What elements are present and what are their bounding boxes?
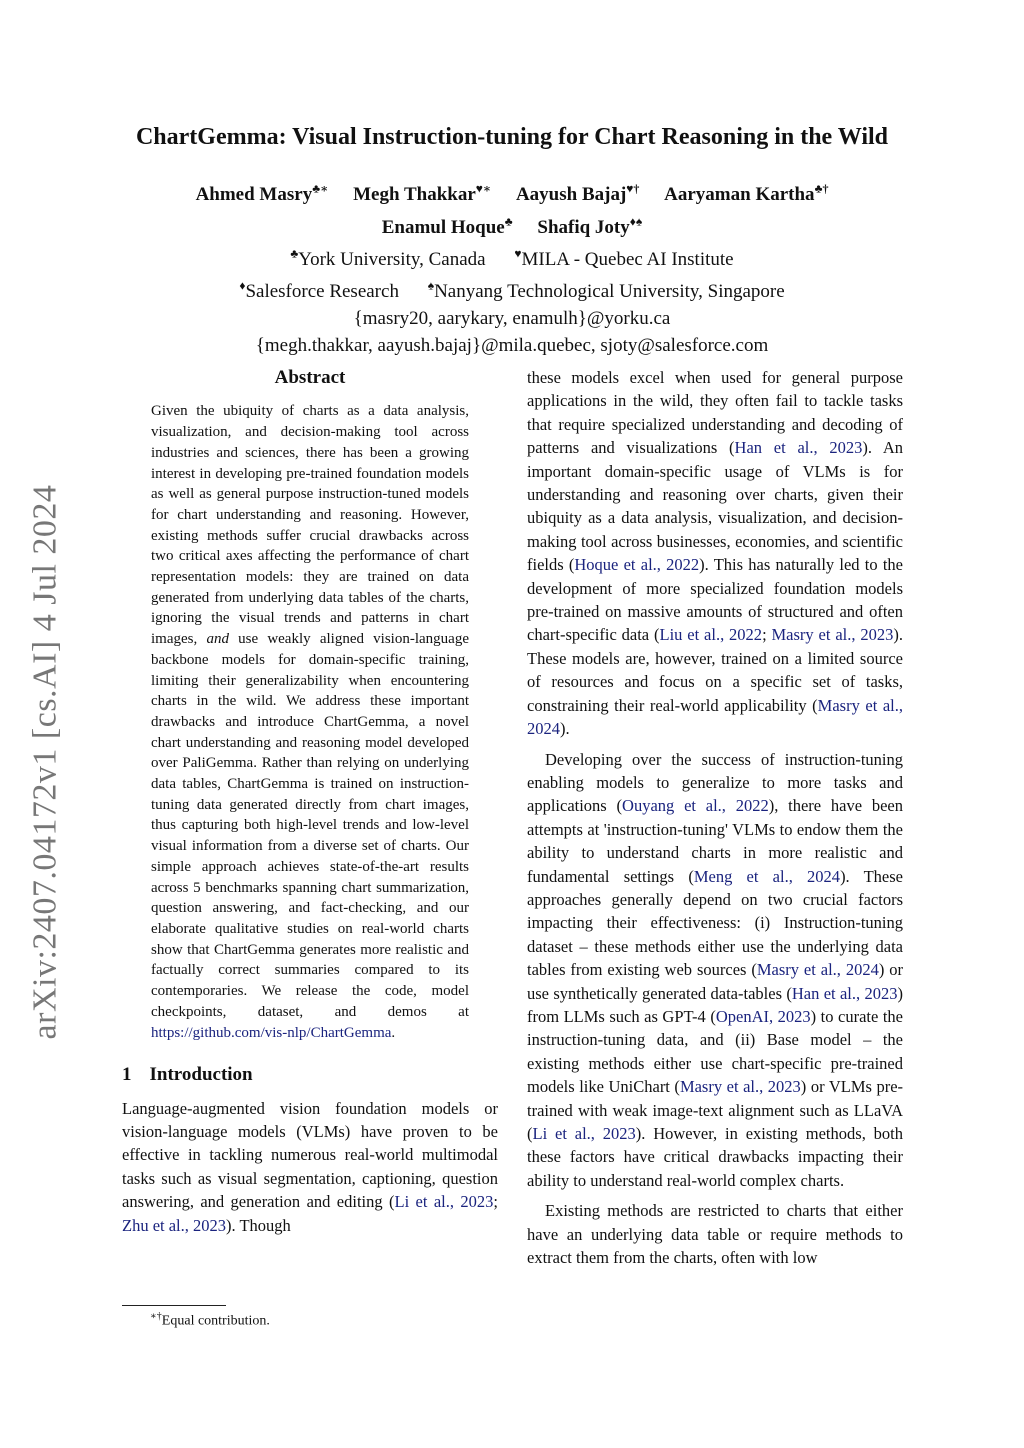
footnote: ∗†Equal contribution. — [150, 1311, 270, 1329]
section-heading-introduction: 1 Introduction — [122, 1064, 253, 1086]
left-column — [122, 366, 498, 1237]
code-link[interactable]: https://github.com/vis-nlp/ChartGemma — [151, 1024, 392, 1041]
author: Shafiq Joty♦♠ — [537, 214, 643, 238]
body-paragraph: these models excel when used for general purpose applications in the wild, they often fail to tackle tasks that require specialized understanding and decoding of patterns and visualizations (Han et al., 2023). An important domain-specific usage of VLMs is for understanding and reasoning over charts, given their ubiquity as a data analysis, visualization, and decision-making tool across businesses, economies, and scientific fields (Hoque et al., 2022). This has naturally led to the development of more specialized foundation models pre-trained on massive amounts of structured and often chart-specific data (Liu et al., 2022; Masry et al., 2023). These models are, however, trained on a limited source of resources and focus on a specific set of tasks, constraining their real-world applicability (Masry et al., 2024). — [527, 368, 903, 739]
affiliation: ♦Salesforce Research — [239, 278, 399, 303]
abstract-heading: Abstract — [274, 367, 346, 388]
affiliation-row-1 — [0, 241, 1024, 273]
paper-title: ChartGemma: Visual Instruction-tuning for Chart Reasoning in the Wild — [135, 124, 889, 150]
footnote-rule — [122, 1305, 226, 1306]
right-column — [527, 366, 903, 1269]
citation-link[interactable]: Zhu et al., 2023 — [122, 1215, 227, 1235]
arxiv-id-text: arXiv:2407.04172v1 [cs.AI] 4 Jul 2024 — [26, 484, 64, 1040]
citation-link[interactable]: Masry et al., 2024 — [756, 960, 879, 980]
affiliation-row-2 — [0, 273, 1024, 305]
email-line: {masry20, aarykary, enamulh}@yorku.ca — [353, 308, 671, 330]
citation-link[interactable]: Liu et al., 2022 — [659, 625, 763, 645]
body-paragraph: Existing methods are restricted to charts that either have an underlying data table or require methods to extract them from the charts, often with low — [527, 1201, 903, 1268]
arxiv-side-identifier — [20, 478, 70, 1046]
author: Megh Thakkar♥∗ — [353, 182, 492, 206]
author-row-1 — [0, 176, 1024, 208]
author: Enamul Hoque♣ — [381, 214, 513, 238]
citation-link[interactable]: Masry et al., 2024 — [527, 695, 903, 739]
citation-link[interactable]: Masry et al., 2023 — [771, 625, 894, 645]
author: Aayush Bajaj♥† — [515, 182, 640, 206]
citation-link[interactable]: Han et al., 2023 — [791, 983, 898, 1003]
email-line: {megh.thakkar, aayush.bajaj}@mila.quebec, sjoty@salesforce.com — [255, 335, 769, 357]
citation-link[interactable]: Ouyang et al., 2022 — [622, 796, 769, 816]
citation-link[interactable]: Han et al., 2023 — [734, 438, 863, 458]
intro-paragraph: Language-augmented vision foundation models or vision-language models (VLMs) have proven to be effective in tackling numerous real-world multimodal tasks such as visual segmentation, captioning, question answering, and generation and editing (Li et al., 2023; Zhu et al., 2023). Though — [122, 1098, 498, 1235]
citation-link[interactable]: OpenAI, 2023 — [715, 1006, 811, 1026]
citation-link[interactable]: Li et al., 2023 — [532, 1124, 636, 1143]
affiliation: ♠Nanyang Technological University, Singapore — [427, 278, 785, 303]
citation-link[interactable]: Masry et al., 2023 — [679, 1077, 801, 1097]
author: Aaryaman Kartha♣† — [664, 182, 829, 206]
citation-link[interactable]: Hoque et al., 2022 — [574, 555, 700, 575]
affiliation: ♣York University, Canada — [290, 246, 486, 270]
citation-link[interactable]: Meng et al., 2024 — [693, 866, 841, 886]
author: Ahmed Masry♣∗ — [195, 182, 329, 206]
author-block — [0, 176, 1024, 359]
body-paragraph: Developing over the success of instruction-tuning enabling models to generalize to more tasks and applications (Ouyang et al., 2022), there have been attempts at 'instruction-tuning' VLMs to endow them the ability to understand charts in more realistic and fundamental settings (Meng et al., 2024). These approaches generally depend on two crucial factors impacting their effectiveness: (i) Instruction-tuning dataset – these methods either use the underlying data tables from existing web sources (Masry et al., 2024) or use synthetically generated data-tables (Han et al., 2023) from LLMs such as GPT-4 (OpenAI, 2023) to curate the instruction-tuning data, and (ii) Base model – the existing methods either use chart-specific pre-trained models like UniChart (Masry et al., 2023) or VLMs pre-trained with weak image-text alignment such as LLaVA (Li et al., 2023). However, in existing methods, both these factors have critical drawbacks impacting their ability to understand real-world complex charts. — [527, 749, 904, 1190]
author-row-2 — [0, 208, 1024, 240]
affiliation: ♥MILA - Quebec AI Institute — [514, 246, 734, 270]
abstract-text: Given the ubiquity of charts as a data analysis, visualization, and decision-making tool across industries and sciences, there has been a growing interest in developing pre-trained foundation models as well as general purpose instruction-tuned models for chart understanding and reasoning. However, existing methods suffer crucial drawbacks across two critical axes affecting the performance of chart representation models: they are trained on data generated from underlying data tables of the charts, ignoring the visual trends and patterns in chart images, and use weakly aligned vision-language backbone models for domain-specific training, limiting their generalizability when encountering charts in the wild. We address these important drawbacks and introduce ChartGemma, a novel chart understanding and reasoning model developed over PaliGemma. Rather than relying on underlying data tables, ChartGemma is trained on instruction-tuning data generated directly from chart images, thus capturing both high-level trends and low-level visual information from a diverse set of charts. Our simple approach achieves state-of-the-art results across 5 benchmarks spanning chart summarization, question answering, and fact-checking, and our elaborate qualitative studies on real-world charts show that ChartGemma generates more realistic and factually correct summaries compared to its contemporaries. We release the code, model checkpoints, dataset, and demos at https://github.com/vis-nlp/ChartGemma. — [151, 403, 469, 1041]
citation-link[interactable]: Li et al., 2023 — [394, 1192, 494, 1212]
